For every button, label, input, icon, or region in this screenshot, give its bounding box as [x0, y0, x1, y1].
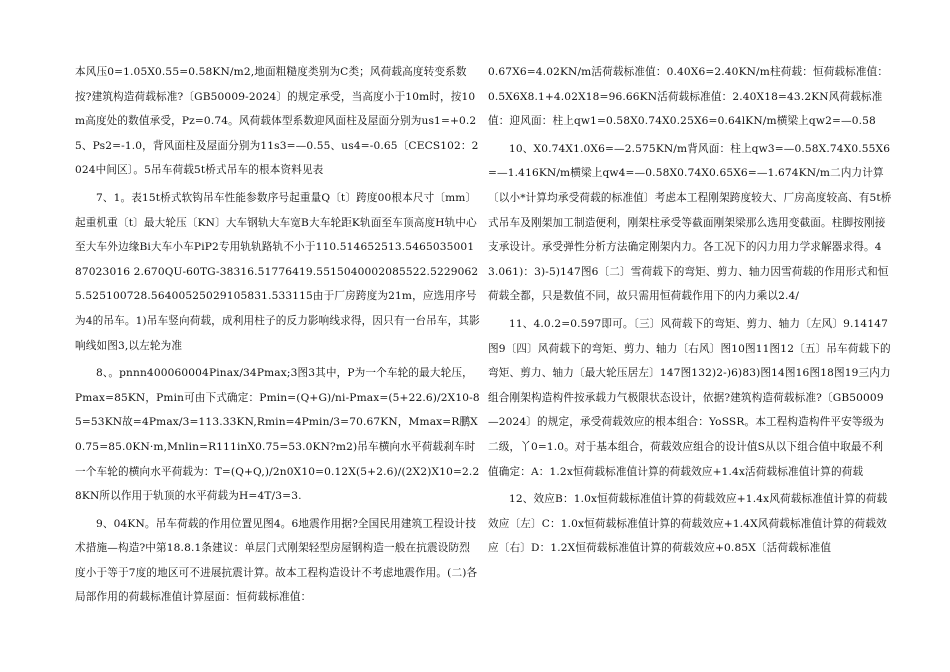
paragraph-internal-force: 10、X0.74X1.0X6=—2.575KN/m背风面：柱上qw3=—0.58X.74X0.55X6=—1.416KN/m横梁上qw4=—0.58X0.74X0.65X6=—1.674KN/m二内力计算〔以小*计算均承受荷载的标准值〕考虑本工程刚架跨度较大、厂房高度较高、有5t桥式吊车及刚架加工制造便利，刚架柱承受等截面刚架梁那么选用变截面。柱脚按刚接支承设计。承受弹性分析方法确定刚架内力。各工况下的闪力用力学求解器求得。43.061)：3)-5)147图6〔二〕雪荷载下的弯矩、剪力、轴力因雪荷载的作用形式和恒荷载全都，只是数值不同，故只需用恒荷载作用下的内力乘以2.4/	[488, 142, 892, 303]
paragraph-crane-parameters: 7、1。表15t桥式软钩吊车性能参数序号起重量Q〔t〕跨度00根本尺寸〔mm〕起重机重〔t〕最大轮压〔KN〕大车钢轨大车宽B大车轮距K轨面至车顶高度H轨中心至大车外边缘Bi大车小车PiP2专用轨轨路轨不小于110.514652513.546503500187023016 2.670QU-60TG-38316.51776419.5515040002085522.52290625.525100728.56400525029105831.533115由于厂房跨度为21m，应选用序号为4的吊车。1)吊车竖向荷载，成利用柱子的反力影响线求得，因只有一台吊车，其影响线如图3,以左轮为准	[75, 191, 480, 352]
paragraph-wind-pressure: 本风压0=1.05X0.55=0.58KN/m2,地面粗糙度类别为C类；风荷载高度转变系数按?建筑构造荷载标准?〔GB50009-2024〕的规定承受，当高度小于10m时，按10m高度处的数值承受，Pz=0.74。风荷载体型系数迎风面柱及屋面分别为us1=+0.25、Ps2=-1.0，背风面柱及屋面分别为11s3=—0.55、us4=-0.65〔CECS102：2024中间区〕。5吊车荷载5t桥式吊车的根本资料见表	[75, 66, 479, 177]
left-column	[75, 60, 480, 610]
paragraph-combination-cases: 12、效应B：1.0x恒荷载标准值计算的荷载效应+1.4x风荷载标准值计算的荷载效应〔左〕C：1.0x恒荷载标准值计算的荷载效应+1.4X风荷载标准值计算的荷载效应〔右〕D：1.2X恒荷载标准值计算的荷载效应+0.85X〔活荷载标准值	[488, 493, 888, 555]
paragraph-load-combination: 11、4.0.2=0.597即可。〔三〕风荷载下的弯矩、剪力、轴力〔左风〕9.14147图9〔四〕风荷载下的弯矩、剪力、轴力〔右风〕图10图11图12〔五〕吊车荷载下的弯矩、剪力、轴力〔最大轮压居左〕147图132)2-)6)83)图14图16图18图19三内力组合刚架构造构件按承载力气极限状态设计，依据?建筑构造荷载标准?〔GB50009—2024〕的规定，承受荷载效应的根本组合：YoSSR。本工程构造构件平安等级为二级，丫0=1.0。对于基本组合，荷载效应组合的设计值S从以下组合值中取最不利值确定：A：1.2x恒荷载标准值计算的荷载效应+1.4x活荷载标准值计算的荷载	[488, 317, 891, 478]
right-column	[488, 60, 892, 561]
paragraph-load-values: 0.67X6=4.02KN/m活荷载标准值：0.40X6=2.40KN/m柱荷载：恒荷载标准值：0.5X6X8.1+4.02X18=96.66KN活荷载标准值：2.40X18=43.2KN风荷载标准值：迎风面：柱上qw1=0.58X0.74X0.25X6=0.64lKN/m横梁上qw2=—0.58	[488, 66, 889, 128]
paragraph-crane-loads: 8、。pnnn400060004Pinax/34Pmax;3图3其中，P为一个车轮的最大轮压，Pmax=85KN，Pmin可由下式确定：Pmin=(Q+G)/ni-Pmax=(5+22.6)/2X10-85=53KN故=4Pmax/3=113.33KN,Rmin=4Pmin/3=70.67KN，Mmax=R鹏X0.75=85.0KN·m,Mnlin=R111inX0.75=53.0KN?m2)吊车横向水平荷载刹车时一个车轮的横向水平荷载为：T=(Q+Q,)/2n0X10=0.12X(5+2.6)/(2X2)X10=2.28KN所以作用于轨顶的水平荷载为H=4T/3=3.	[75, 367, 480, 503]
paragraph-seismic: 9、04KN。吊车荷载的作用位置见图4。6地震作用据?全国民用建筑工程设计技术措施—构造?中第18.8.1条建议：单层门式刚架轻型房屋钢构造一般在抗震设防烈度小于等于7度的地区可不进展抗震计算。故本工程构造设计不考虑地震作用。(二)各局部作用的荷载标准值计算屋面：恒荷载标准值：	[75, 517, 478, 604]
